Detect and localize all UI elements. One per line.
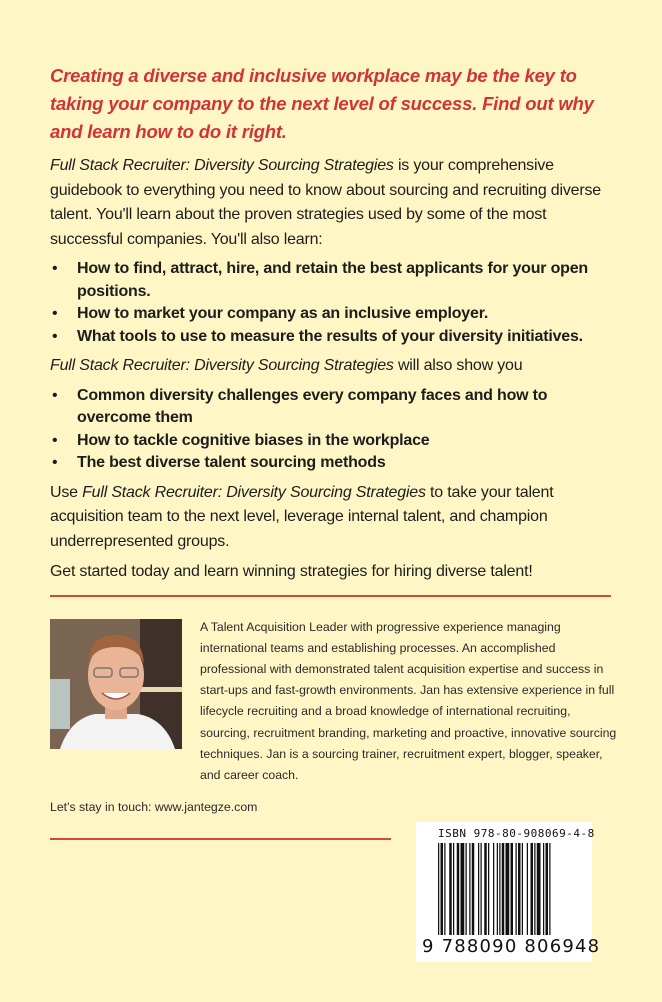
barcode-bar	[534, 843, 535, 935]
barcode-bar	[511, 843, 514, 935]
bottom-section	[50, 822, 622, 962]
barcode-bar	[469, 843, 470, 935]
barcode-bar	[449, 843, 452, 935]
list-item: • Common diversity challenges every company faces and how to overcome them	[50, 385, 622, 430]
divider	[50, 595, 611, 597]
book-title: Full Stack Recruiter: Diversity Sourcing Strategies	[82, 483, 426, 501]
list-item: • How to tackle cognitive biases in the workplace	[50, 430, 622, 453]
barcode-bar	[441, 843, 444, 935]
isbn-label: ISBN 978-80-908069-4-8	[438, 827, 595, 841]
barcode-bar	[453, 843, 454, 935]
barcode-bar	[466, 843, 467, 935]
closing-paragraph: Get started today and learn winning strategies for hiring diverse talent!	[50, 563, 533, 580]
barcode-bar	[484, 843, 487, 935]
ean-number: 9 788090 806948	[422, 936, 601, 958]
author-bio: A Talent Acquisition Leader with progressive experience managing international teams and establishing processes. An accomplished professional with demonstrated talent acquisition expertise and success in start-ups and fast-growth environments. Jan has extensive experience in full lifecycle recruiting and a broad knowledge of international recruiting, sourcing, recruitment branding, marketing and proactive, innovative sourcing techniques. Jan is a sourcing trainer, recruitment expert, blogger, speaker, and career coach.	[200, 619, 617, 782]
barcode-bar	[461, 843, 465, 935]
intro-paragraph	[50, 154, 622, 252]
show-list	[50, 385, 622, 475]
divider	[50, 838, 391, 840]
barcode-bar	[444, 843, 445, 935]
barcode-bar	[497, 843, 498, 935]
barcode-bar	[522, 843, 523, 935]
book-title: Full Stack Recruiter: Diversity Sourcing Strategies	[50, 157, 394, 174]
barcode-bar	[506, 843, 510, 935]
barcode-bar	[549, 843, 550, 935]
barcode-bar	[516, 843, 517, 935]
also-paragraph	[50, 354, 622, 379]
isbn-barcode	[416, 822, 601, 962]
contact-line: Let's stay in touch: www.jantegze.com	[50, 800, 258, 815]
headline: Creating a diverse and inclusive workplace may be the key to taking your company to the next level of success. Find out why and learn how to do it right.	[50, 65, 594, 142]
barcode-bar	[537, 843, 541, 935]
barcode-bars	[438, 843, 586, 935]
author-section	[50, 619, 622, 787]
barcode-bar	[502, 843, 505, 935]
also-text: will also show you	[393, 357, 523, 374]
barcode-bar	[478, 843, 479, 935]
barcode-bar	[531, 843, 534, 935]
learn-list	[50, 258, 622, 348]
author-photo	[50, 619, 182, 749]
barcode-bar	[499, 843, 500, 935]
barcode-bar	[481, 843, 482, 935]
use-prefix: Use	[50, 483, 83, 501]
book-title: Full Stack Recruiter: Diversity Sourcing Strategies	[50, 357, 394, 374]
intro-text: is your comprehensive guidebook to everything you need to know about sourcing and recruiting diverse talent. You'll learn about the proven strategies used by some of the most successful companies. You'll also learn:	[50, 157, 601, 248]
list-item: • How to market your company as an inclusive employer.	[50, 303, 622, 326]
barcode-bar	[543, 843, 544, 935]
use-paragraph	[50, 481, 622, 555]
barcode-bar	[488, 843, 489, 935]
barcode-bar	[457, 843, 460, 935]
barcode-bar	[518, 843, 521, 935]
use-text: to take your talent acquisition team to the next level, leverage internal talent, and champion underrepresented groups.	[50, 483, 554, 550]
list-item: • What tools to use to measure the results of your diversity initiatives.	[50, 326, 622, 349]
list-item: • How to find, attract, hire, and retain the best applicants for your open positions.	[50, 258, 622, 303]
barcode-bar	[493, 843, 494, 935]
barcode-bar	[546, 843, 549, 935]
list-item: • The best diverse talent sourcing methods	[50, 452, 622, 475]
barcode-bar	[472, 843, 475, 935]
barcode-bar	[438, 843, 439, 935]
barcode-bar	[527, 843, 528, 935]
